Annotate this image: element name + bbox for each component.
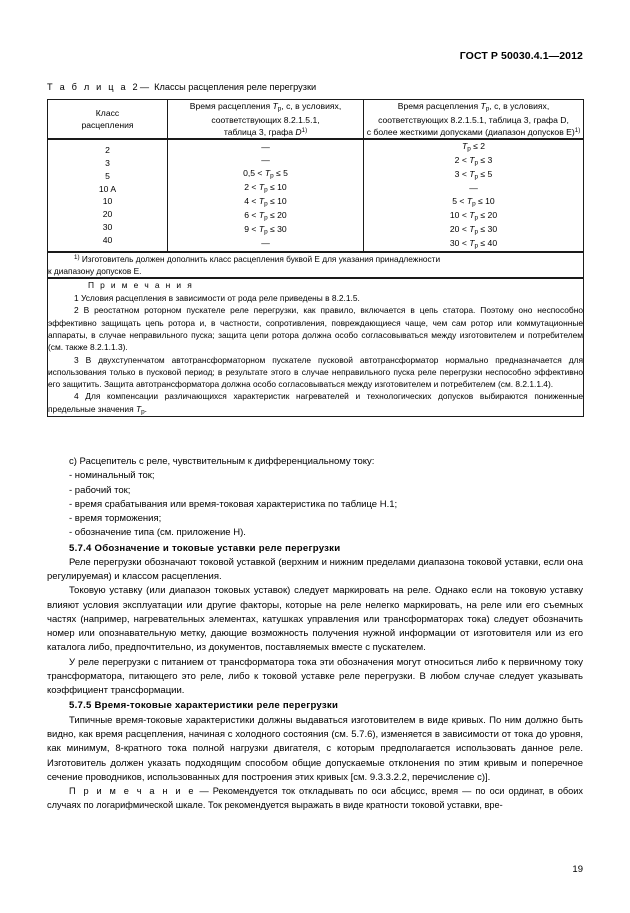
table-header-row [48, 100, 584, 139]
table-cell-trip-time-d: — [261, 237, 270, 248]
table-cell-trip-time-d: $9 < T_р \le 30$ [244, 223, 287, 236]
table-cell-class: 40 [102, 235, 113, 246]
table-caption-title: Классы расцепления реле перегрузки [154, 82, 317, 92]
trip-classes-table [47, 99, 584, 417]
notes-list [48, 292, 583, 416]
table-cell-class: 3 [105, 157, 110, 168]
note-item: 4 Для компенсации различающихся характеристик нагревателей и технологических допусков выбираются пониженные предельные значения $T_р$. [48, 391, 583, 415]
closing-note-dash: — [199, 786, 209, 797]
table-cell-class: 30 [102, 222, 113, 233]
table-cell-trip-time-d: — [261, 142, 270, 153]
table-col-trip-time-e-values [364, 139, 584, 252]
table-body-row [48, 139, 584, 252]
bullet-item: - время срабатывания или время-токовая характеристика по таблице Н.1; [69, 498, 398, 510]
table-cell-trip-time-e: $T_р \le 2$ [461, 140, 486, 153]
table-cell-trip-time-d: $2 < T_р \le 10$ [244, 181, 287, 194]
page-number: 19 [572, 864, 583, 875]
table-header-class: Класс расцепления [48, 100, 168, 139]
table-cell-trip-time-e: $5 < T_р \le 10$ [452, 195, 495, 208]
table-cell-trip-time-e: $2 < T_р \le 3$ [454, 154, 493, 167]
note-item: 3 В двухступенчатом автотрансформаторном пускателе пусковой автотрансформатор нормально предназначается для использования только в пусковой период; в результате этого в случае неправильного пуска реле перегрузки неспособно эффективно его защитить. Защита автотрансформатора должна особо согласовываться между изготовителем и потребителем (см. 8.2.1.1.4). [48, 354, 583, 390]
table-cell-class: 5 [105, 170, 110, 181]
notes-title: П р и м е ч а н и я [88, 279, 194, 290]
closing-note [47, 785, 583, 813]
table-cell-trip-time-d: — [261, 154, 270, 165]
table-cell-trip-time-d: $4 < T_р \le 10$ [244, 195, 287, 208]
table-caption-dash: — [139, 82, 150, 92]
table-notes-row [48, 278, 584, 417]
note-item: 2 В реостатном роторном пускателе реле перегрузки, как правило, включается в цепь статора. Поэтому оно неспособно эффективно защищать цепь ротора и, в частности, сопротивления, повреждающиеся чаще, чем сам ротор или коммутационные аппараты, в случае неправильного пуска; защита цепи ротора должна особо согласовываться между изготовителем и потребителем (см. также 8.2.1.1.3). [48, 305, 583, 353]
table-header-trip-time-d: Время расцепления $T_р$, с, в условиях, соответствующих 8.2.1.5.1, таблица 3, графа D$^{1)}$ [168, 100, 364, 139]
standard-number-header: ГОСТ Р 50030.4.1—2012 [459, 50, 583, 62]
paragraph-5-7-5-1: Типичные время-токовые характеристики должны выдаваться изготовителем в виде кривых. По ним должно быть видно, как время расцепления, начиная с холодного состояния (см. 5.7.6), изменяется в зависимости от тока до уровня, как минимум, 8-кратного тока полной нагрузки двигателя, с которым предполагается использовать данное реле. Изготовитель должен указать подходящим способом общие допускаемые отклонения по этим кривым и поперечное сечение проводников, использованных для построения этих кривых [см. 9.3.3.2.2, перечисление с)]. [47, 714, 583, 783]
bullet-item: - рабочий ток; [69, 484, 131, 496]
item-c-lead: c) Расцепитель с реле, чувствительным к дифференциальному току: [69, 456, 375, 467]
table-cell-trip-time-e: — [469, 182, 478, 193]
table-cell-class: 2 [105, 144, 110, 155]
table-col-class-values [48, 139, 168, 252]
table-cell-class: 20 [102, 209, 113, 220]
paragraph-5-7-4-3: У реле перегрузки с питанием от трансформатора тока эти обозначения могут относиться либо к первичному току трансформатора, питающего это реле, либо к токовой уставке реле перегрузки. В любом случае следует указывать коэффициент трансформации. [47, 656, 583, 697]
section-5-7-5-title: 5.7.5 Время-токовые характеристики реле перегрузки [69, 700, 339, 712]
table-cell-trip-time-e: $3 < T_р \le 5$ [454, 168, 493, 181]
table-cell-class: 10 A [98, 183, 117, 194]
paragraph-5-7-4-1: Реле перегрузки обозначают токовой уставкой (верхним и нижним пределами диапазона токовой уставки, если она регулируемая) и классом расцепления. [47, 556, 583, 583]
table-cell-class: 10 [102, 196, 113, 207]
bullet-list [47, 469, 583, 540]
closing-note-text: Рекомендуется ток откладывать по оси абсцисс, время — по оси ординат, в обоих случаях по логарифмической шкале. Ток рекомендуется выражать в виде кратности токовой уставки, вре- [47, 786, 583, 810]
table-cell-trip-time-e: $20 < T_р \le 30$ [449, 223, 498, 236]
bullet-item: - время торможения; [69, 513, 162, 524]
table-notes [48, 278, 584, 417]
note-item: 1 Условия расцепления в зависимости от рода реле приведены в 8.2.1.5. [74, 293, 360, 304]
bullet-item: - номинальный ток; [69, 470, 155, 482]
table-footnote: $^{1)}$ Изготовитель должен дополнить класс расцепления буквой Е для указания принадлежности к диапазону допусков Е. [48, 252, 584, 278]
table-caption [47, 82, 316, 92]
trip-classes-table-wrapper [47, 99, 583, 417]
body-content [47, 455, 583, 813]
table-caption-label: Т а б л и ц а 2 [47, 82, 140, 92]
paragraph-5-7-4-2: Токовую уставку (или диапазон токовых уставок) следует маркировать на реле. Однако если на токовую уставку влияют условия эксплуатации или другие факторы, которые на реле нелегко маркировать, на реле или его съемных частях (например, нагревательных элементах, катушках управления или трансформаторах тока) следует обозначить номер или опознавательную метку, дающие возможность получения нужной информации от изготовителя или из его каталога либо, предпочтительно, из документов, поставляемых вместе с пускателем. [47, 585, 583, 654]
table-cell-trip-time-d: $6 < T_р \le 20$ [244, 209, 287, 222]
table-cell-trip-time-d: $0,5 < T_р \le 5$ [243, 167, 288, 180]
table-header-trip-time-e: Время расцепления $T_р$, с, в условиях, соответствующих 8.2.1.5.1, таблица 3, графа D, с более жесткими допусками (диапазон допусков Е)$^{1)}$ [364, 100, 584, 139]
table-footnote-row [48, 252, 584, 278]
table-cell-trip-time-e: $10 < T_р \le 20$ [449, 209, 498, 222]
section-5-7-4-title: 5.7.4 Обозначение и токовые уставки реле перегрузки [69, 542, 341, 554]
bullet-item: - обозначение типа (см. приложение Н). [69, 527, 246, 539]
table-col-trip-time-d-values [168, 139, 364, 252]
closing-note-label: П р и м е ч а н и е [69, 786, 196, 797]
table-cell-trip-time-e: $30 < T_р \le 40$ [449, 237, 498, 250]
